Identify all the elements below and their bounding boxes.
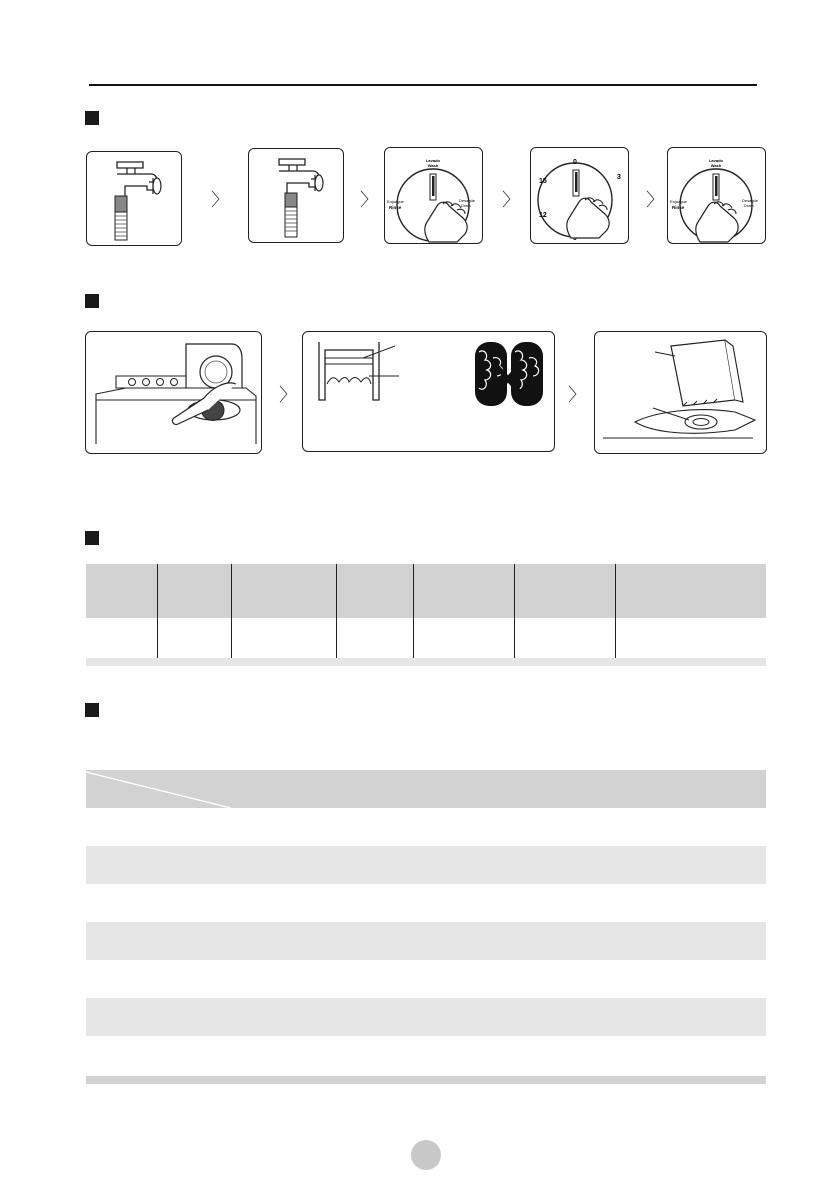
spec-table-divider — [413, 564, 414, 658]
dial-label-top-1: Lavado — [708, 158, 724, 163]
chevron-right-icon: 〉 — [568, 385, 586, 406]
dial-label-left-1: Enjuague — [387, 199, 404, 204]
chevron-right-icon: 〉 — [211, 190, 229, 211]
spec-table-divider — [615, 564, 616, 658]
dial-label-top-2: Wash — [427, 163, 439, 168]
chevron-right-icon: 〉 — [646, 190, 664, 211]
filter-cover-panel — [594, 331, 767, 454]
washer-hand-illustration — [86, 332, 261, 453]
section-4-marker — [85, 703, 99, 717]
spec-table-divider — [157, 564, 158, 658]
step-timer-dial-panel — [530, 147, 629, 244]
problem-table-row — [86, 1036, 766, 1076]
header-rule — [89, 84, 757, 86]
lint-filter-illustration — [303, 332, 554, 451]
problem-table-row — [86, 884, 766, 922]
timer-mark-right: 3 — [617, 174, 621, 181]
wash-selector-dial — [385, 148, 482, 243]
problem-table-row — [86, 998, 766, 1036]
chevron-right-icon: 〉 — [360, 190, 378, 211]
spec-table-header — [86, 564, 766, 618]
section-3-marker — [85, 531, 99, 545]
problem-table-row — [86, 808, 766, 846]
dial-label-right-1: Desagüe — [742, 198, 759, 203]
dial-label-top-1: Lavado — [425, 158, 441, 163]
page-number-badge — [411, 1140, 441, 1170]
dial-label-right-1: Desagüe — [459, 198, 476, 203]
step-wash-dial-panel-2 — [667, 147, 766, 244]
dial-label-left-1: Enjuague — [670, 199, 687, 204]
chevron-right-icon: 〉 — [502, 190, 520, 211]
timer-mark-left-lower: 12 — [539, 212, 547, 219]
problem-table-row — [86, 846, 766, 884]
dial-label-right-2: Drain — [461, 203, 471, 208]
dial-label-left-2: Rinse — [672, 205, 685, 210]
dial-label-right-2: Drain — [744, 203, 754, 208]
timer-dial — [531, 148, 628, 243]
step-faucet-panel-2 — [248, 148, 344, 243]
section-1-marker — [85, 111, 99, 125]
problem-table-row — [86, 922, 766, 960]
spec-table-divider — [514, 564, 515, 658]
dial-label-left-2: Rinse — [389, 205, 402, 210]
header-diagonal-line — [86, 770, 236, 808]
chevron-right-icon: 〉 — [279, 385, 297, 406]
faucet-hose-illustration — [87, 152, 181, 245]
wash-selector-dial — [668, 148, 765, 243]
dial-label-top-2: Wash — [710, 163, 722, 168]
spec-table-row — [86, 618, 766, 658]
problem-table-row — [86, 960, 766, 998]
spec-table-footer — [86, 658, 766, 666]
step-faucet-panel-1 — [86, 151, 182, 246]
step-wash-dial-panel — [384, 147, 483, 244]
filter-cover-illustration — [595, 332, 766, 453]
timer-mark-top: 0 — [573, 159, 577, 166]
spec-table-divider — [231, 564, 232, 658]
section-2-marker — [85, 294, 99, 308]
timer-mark-left-upper: 15 — [539, 178, 547, 185]
problem-table-header — [86, 770, 766, 808]
faucet-hose-illustration — [249, 149, 343, 242]
problem-table-footer — [86, 1076, 766, 1084]
washer-tub-panel — [85, 331, 262, 454]
lint-filter-panel — [302, 331, 555, 452]
spec-table-divider — [336, 564, 337, 658]
